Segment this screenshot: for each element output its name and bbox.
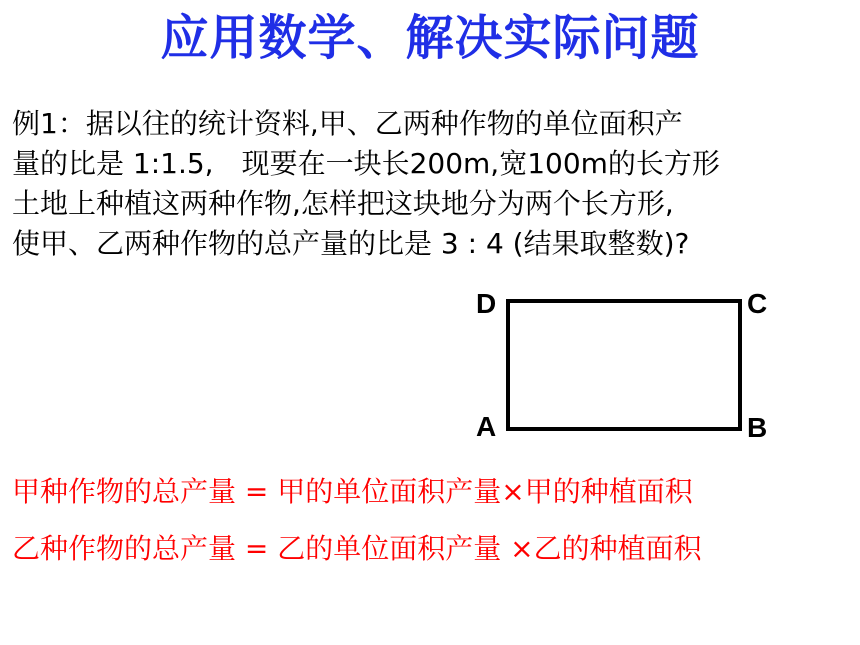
rectangle-figure <box>470 285 780 450</box>
problem-line-3: 土地上种植这两种作物,怎样把这块地分为两个长方形, <box>12 187 674 220</box>
page-title: 应用数学、解决实际问题 <box>160 10 700 66</box>
rectangle-diagram <box>470 285 780 450</box>
vertex-label-b: B <box>747 412 768 443</box>
formula-jia-total-yield: 甲种作物的总产量 = 甲的单位面积产量×甲的种植面积 <box>12 475 693 508</box>
rectangle-abcd <box>508 301 740 429</box>
problem-line-1: 例1：据以往的统计资料,甲、乙两种作物的单位面积产 <box>12 107 683 140</box>
problem-line-4: 使甲、乙两种作物的总产量的比是 3 : 4 (结果取整数)? <box>12 227 690 260</box>
problem-statement <box>12 104 848 264</box>
vertex-label-d: D <box>476 288 497 319</box>
vertex-label-a: A <box>476 411 497 442</box>
problem-line-2: 量的比是 1:1.5, 现要在一块长200m,宽100m的长方形 <box>12 147 720 180</box>
vertex-label-c: C <box>747 288 768 319</box>
formula-yi-total-yield: 乙种作物的总产量 = 乙的单位面积产量 ×乙的种植面积 <box>12 532 702 565</box>
